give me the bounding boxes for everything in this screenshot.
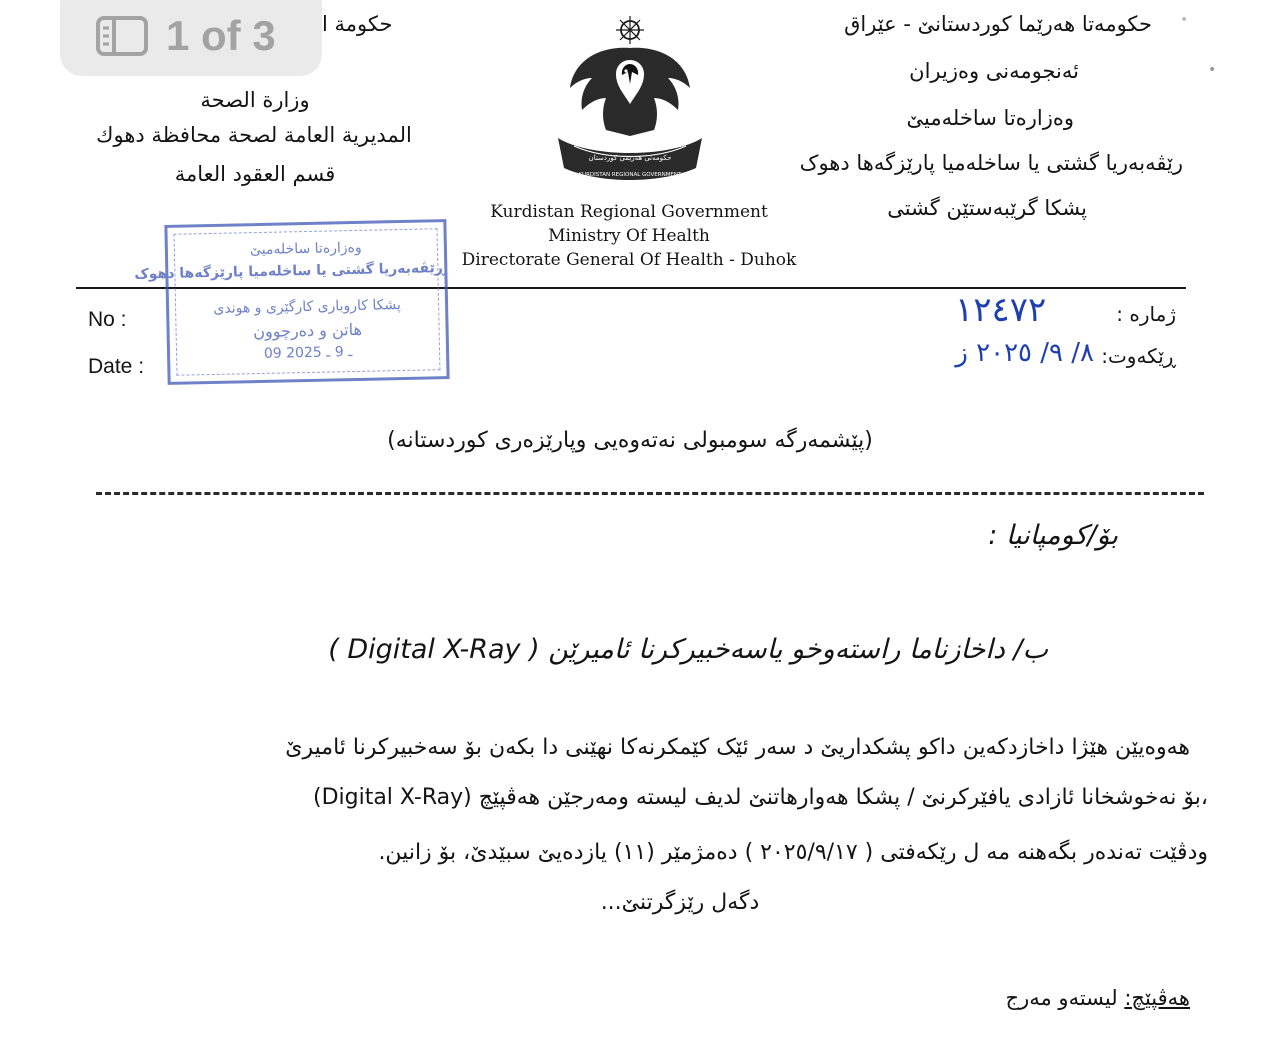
date-label-kurdish: ڕێکەوت: — [1101, 344, 1176, 368]
attachment-value: لیستەو مەرج — [1005, 986, 1125, 1010]
subject-line: ب/ داخازناما راستەوخو یاسەخبیرکرنا ئامیرێن ( Digital X-Ray ) — [328, 634, 1048, 665]
page-indicator[interactable] — [60, 0, 322, 76]
header-kurdish-line: ئەنجومەنی وەزیران — [909, 59, 1079, 83]
body-line: هەوەیێن هێژا داخازدکەین داکو پشکداریێ د سەر ئێک کێمکرنەکا نهێنی دا بکەن بۆ سەخبیرکرنا ئامیرێ — [285, 735, 1190, 760]
emblem-banner-text: KURDISTAN REGIONAL GOVERNMENT — [578, 172, 682, 178]
header-kurdish-line: پشکا گرێبەستێن گشتی — [887, 196, 1087, 220]
krg-emblem-logo — [540, 8, 720, 188]
header-arabic-line: وزارة الصحة — [200, 88, 310, 112]
scan-speck: • — [1180, 12, 1189, 28]
header-english-line: Directorate General Of Health - Duhok — [461, 250, 797, 270]
handwritten-date: ٨/ ٩/ ٢٠٢٥ ز — [955, 338, 1094, 368]
header-arabic-line: قسم العقود العامة — [174, 162, 336, 186]
attachment-label: هەڤپێچ: — [1124, 986, 1190, 1010]
recipient-line: بۆ/کومپانیا : — [988, 520, 1118, 551]
closing-line: دگەل رێزگرتنێ... — [600, 890, 760, 915]
incoming-stamp: وەزارەتا ساخلەمیێ ڕێڤەبەریا گشتی یا ساخلەمیا پارێزگەها دهوک پشکا کاروباری کارگێری و هوندی هاتن و دەرچوون 09 ـ 9 ـ 2025 — [164, 219, 449, 385]
slogan: (پێشمەرگە سومبولی نەتەوەیی وپارێزەری کوردستانە) — [387, 428, 873, 453]
dashed-separator — [96, 492, 1204, 495]
number-label: ژمارە : — [1116, 302, 1176, 326]
header-kurdish-line: حکومەتا هەرێما کوردستانێ - عێراق — [844, 12, 1152, 36]
header-english-line: Ministry Of Health — [548, 226, 710, 246]
header-arabic-line: حكومة ا — [322, 12, 393, 36]
header-kurdish-line: رێڤەبەریا گشتی یا ساخلەمیا پارێزگەها دهوک — [799, 151, 1183, 175]
date-label: Date : — [88, 355, 145, 378]
sidebar-toggle-icon[interactable] — [96, 16, 148, 56]
no-label: No : — [88, 308, 127, 331]
handwritten-number: ١٢٤٧٢ — [955, 290, 1047, 330]
header-arabic-line: المديرية العامة لصحة محافظة دهوك — [96, 123, 412, 147]
page-counter: 1 of 3 — [166, 12, 276, 59]
attachment-line — [1006, 986, 1190, 1010]
emblem-banner-text: حکومەتی هەرێمی کوردستان — [588, 154, 672, 162]
scan-speck: • — [1208, 62, 1217, 78]
header-kurdish-line: وەزارەتا ساخلەمیێ — [906, 106, 1074, 130]
header-english-line: Kurdistan Regional Government — [490, 202, 768, 222]
body-line: (Digital X-Ray) بۆ نەخوشخانا ئازادی یافێرکرنێ / پشکا هەوارهاتنێ لدیف لیستە ومەرجێن هەڤپێچ، — [312, 785, 1208, 810]
body-line: ودڤێت تەندەر بگەهنە مە ل رێکەفتی ( ٢٠٢٥/٩/١٧ ) دەمژمێر (١١) یازدەیێ سبێدێ، بۆ زانین. — [378, 840, 1208, 865]
